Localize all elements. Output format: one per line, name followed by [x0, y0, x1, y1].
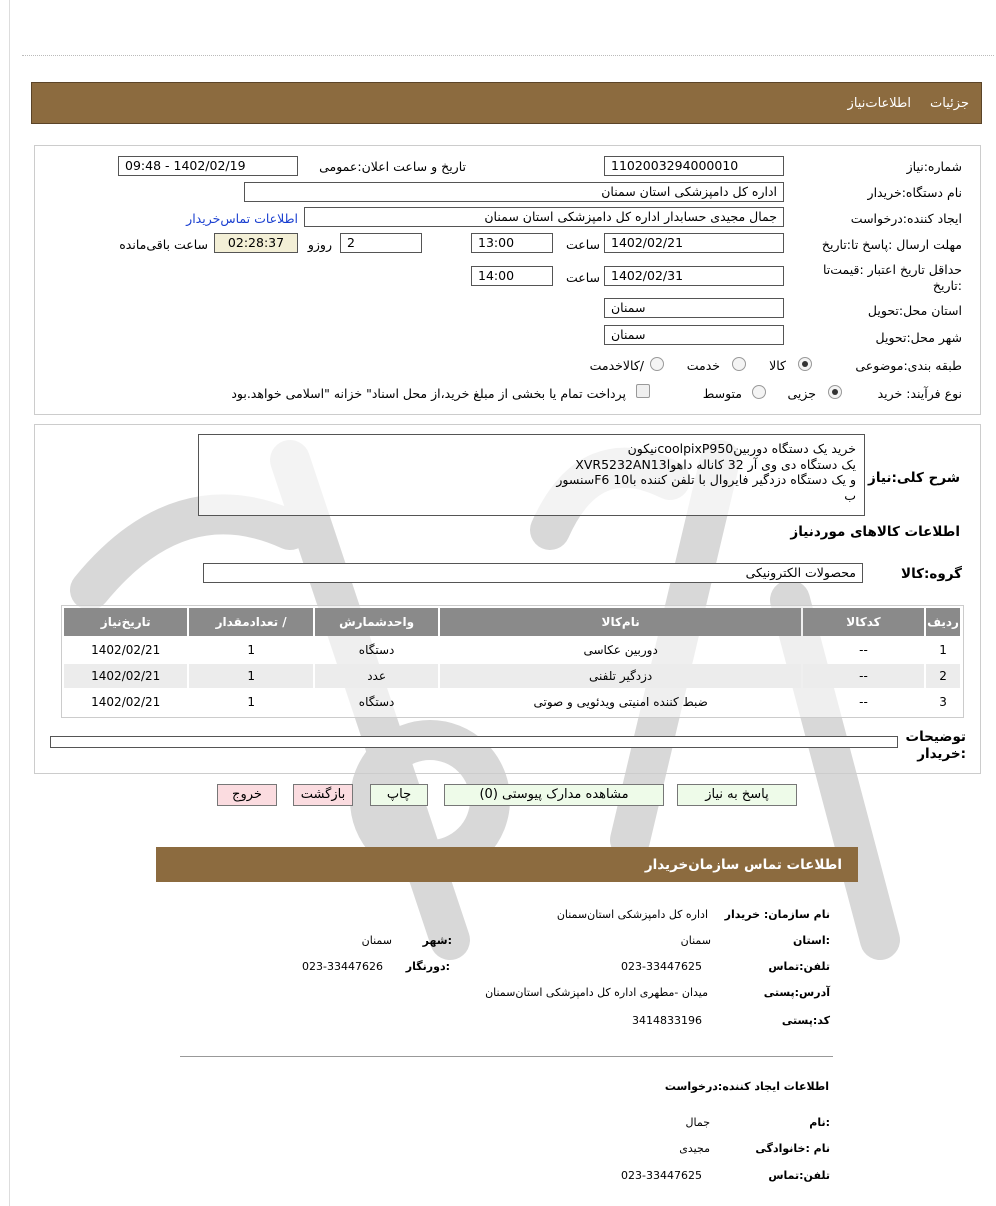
goods-table: [62, 606, 962, 716]
cell-code: --: [859, 643, 868, 657]
remaining-label: ساعت باقی‌مانده: [119, 237, 208, 252]
postal-label: کد:پستی: [781, 1014, 830, 1027]
left-edge-line: [9, 0, 10, 1206]
cell-date: 1402/02/21: [91, 643, 161, 657]
validity-date-field: 1402/02/31: [604, 266, 784, 286]
cell-code: --: [859, 695, 868, 709]
payment-note: پرداخت تمام یا بخشی از مبلغ خرید،از محل اسناد" خزانه "اسلامی خواهد.بود: [231, 386, 626, 401]
validity-label-2: :تاریخ: [932, 278, 962, 293]
attachments-button[interactable]: مشاهده مدارک پیوستی (0): [444, 784, 664, 806]
process-partial-label: جزیی: [787, 386, 816, 401]
creator-field: جمال مجیدی حسابدار اداره کل دامپزشکی استان سمنان: [304, 207, 784, 227]
table-row: [64, 638, 960, 662]
summary-line-4: ب: [844, 487, 856, 503]
col-row: ردیف: [926, 608, 960, 636]
cell-qty: 1: [189, 664, 312, 688]
col-unit: واحد‌شمارش: [315, 608, 439, 636]
buyer-notes-label-1: توضیحات: [905, 729, 966, 745]
process-medium-label: متوسط: [702, 386, 742, 401]
city-contact-label: :شهر: [422, 934, 452, 947]
table-row: [64, 664, 960, 688]
category-goods-label: کالا: [769, 358, 786, 373]
cell-name: دزدگیر تلفنی: [440, 664, 801, 688]
need-number-field: 1102003294000010: [604, 156, 784, 176]
back-button[interactable]: بازگشت: [293, 784, 353, 806]
cell-name: ضبط کننده امنیتی ویدئویی و صوتی: [533, 695, 708, 709]
cell-qty: 1: [247, 695, 255, 709]
announce-field: 1402/02/19 - 09:48: [118, 156, 298, 176]
table-row: [64, 690, 960, 714]
process-partial-radio[interactable]: [828, 385, 842, 399]
exit-button[interactable]: خروج: [217, 784, 277, 806]
payment-checkbox[interactable]: [636, 384, 650, 398]
need-number-label: شماره:نیاز: [906, 159, 962, 174]
postal-value: 3414833196: [632, 1014, 702, 1027]
fax-label: :دورنگار: [405, 960, 450, 973]
process-medium-radio[interactable]: [752, 385, 766, 399]
creator-phone-label: تلفن:تماس: [768, 1169, 830, 1182]
goods-title: اطلاعات کالاهای مورد‌نیاز: [790, 524, 960, 540]
name-value: جمال: [685, 1116, 710, 1129]
buyer-notes-label-2: :خریدار: [917, 746, 966, 762]
col-date: تاریخ‌نیاز: [64, 608, 187, 636]
phone-label: تلفن:تماس: [768, 960, 830, 973]
creator-label: ایجاد کننده:درخواست: [850, 211, 962, 226]
contact-divider: [180, 1056, 833, 1057]
days-field: 2: [340, 233, 422, 253]
fax-value: 023-33447626: [302, 960, 383, 973]
cell-row: 3: [939, 695, 947, 709]
cell-unit: عدد: [315, 664, 439, 688]
tab-need-info[interactable]: اطلاعات‌نیاز: [847, 96, 911, 111]
name-label: :نام: [809, 1116, 830, 1129]
category-label: طبقه بندی:موضوعی: [855, 358, 962, 373]
phone-value: 023-33447625: [621, 960, 702, 973]
summary-line-1: خرید یک دستگاه دوربینcoolpixP950نیکون: [627, 441, 856, 456]
validity-label-1: حداقل تاریخ اعتبار :قیمت‌تا: [822, 262, 962, 277]
announce-label: تاریخ و ساعت اعلان:عمومی: [319, 159, 466, 174]
buyer-notes-field: [50, 736, 898, 748]
cell-row: 2: [926, 664, 960, 688]
buyer-org-field: اداره کل دامپزشکی استان سمنان: [244, 182, 784, 202]
category-service-radio[interactable]: [732, 357, 746, 371]
deadline-date-field: 1402/02/21: [604, 233, 784, 253]
city-field: سمنان: [604, 325, 784, 345]
process-label: نوع فرآیند: خرید: [877, 386, 962, 401]
remaining-time-field: 02:28:37: [214, 233, 298, 253]
col-name: نام‌کالا: [440, 608, 801, 636]
category-goods-service-label: /کالاخدمت: [589, 358, 644, 373]
cell-code: --: [803, 664, 924, 688]
category-goods-radio[interactable]: [798, 357, 812, 371]
address-label: آدرس:پستی: [763, 986, 830, 999]
city-label: شهر محل:تحویل: [875, 330, 962, 345]
summary-label: شرح کلی:نیاز: [868, 470, 960, 486]
deadline-time-field: 13:00: [471, 233, 553, 253]
summary-box: [198, 434, 865, 516]
deadline-label: مهلت ارسال :پاسخ تا:تاریخ: [821, 237, 962, 252]
city-contact-value: سمنان: [361, 934, 392, 947]
category-goods-service-radio[interactable]: [650, 357, 664, 371]
creator-info-title: اطلاعات ایجاد کننده:درخواست: [664, 1080, 829, 1093]
buyer-org-label: نام دستگاه:خریدار: [867, 185, 962, 200]
cell-row: 1: [939, 643, 947, 657]
category-service-label: خدمت: [686, 358, 720, 373]
cell-date: 1402/02/21: [91, 695, 161, 709]
contact-header-bar: [156, 847, 858, 882]
header-bar: [31, 82, 982, 124]
cell-name: دوربین عکاسی: [583, 643, 658, 657]
reply-button[interactable]: پاسخ به نیاز: [677, 784, 797, 806]
group-label: گروه:کالا: [901, 566, 962, 582]
group-field: محصولات الکترونیکی: [203, 563, 863, 583]
cell-qty: 1: [247, 643, 255, 657]
province-label: استان محل:تحویل: [867, 303, 962, 318]
validity-time-label: ساعت: [565, 270, 600, 285]
cell-date: 1402/02/21: [64, 664, 187, 688]
contact-title: اطلاعات تماس سازمان‌خریدار: [644, 857, 842, 873]
address-value: میدان -مطهری اداره کل دامپزشکی استان‌سمنان: [485, 986, 708, 999]
province-contact-label: :استان: [793, 934, 830, 947]
summary-line-3: و یک دستگاه دزدگیر فایروال با تلفن کننده باF6 10سنسور: [556, 472, 856, 487]
col-qty: / تعدادمقدار: [189, 608, 312, 636]
cell-unit: دستگاه: [358, 643, 395, 657]
family-value: مجیدی: [679, 1142, 710, 1155]
deadline-time-label: ساعت: [565, 237, 600, 252]
days-label: روزو: [307, 237, 332, 252]
province-field: سمنان: [604, 298, 784, 318]
summary-line-2: یک دستگاه دی وی آر 32 کاناله داهواXVR5232AN13: [575, 456, 856, 472]
org-label: نام سازمان: خریدار: [724, 908, 830, 921]
province-contact-value: سمنان: [680, 934, 711, 947]
family-label: نام :خانوادگی: [755, 1142, 830, 1155]
cell-unit: دستگاه: [358, 695, 395, 709]
buyer-contact-link[interactable]: اطلاعات تماس‌خریدار: [186, 211, 298, 226]
top-divider: [22, 55, 994, 56]
tab-details[interactable]: جزئیات: [930, 96, 969, 111]
org-value: اداره کل دامپزشکی استان‌سمنان: [556, 908, 708, 921]
validity-time-field: 14:00: [471, 266, 553, 286]
table-header-row: [64, 608, 960, 636]
creator-phone-value: 023-33447625: [621, 1169, 702, 1182]
col-code: کدکالا: [803, 608, 924, 636]
print-button[interactable]: چاپ: [370, 784, 428, 806]
